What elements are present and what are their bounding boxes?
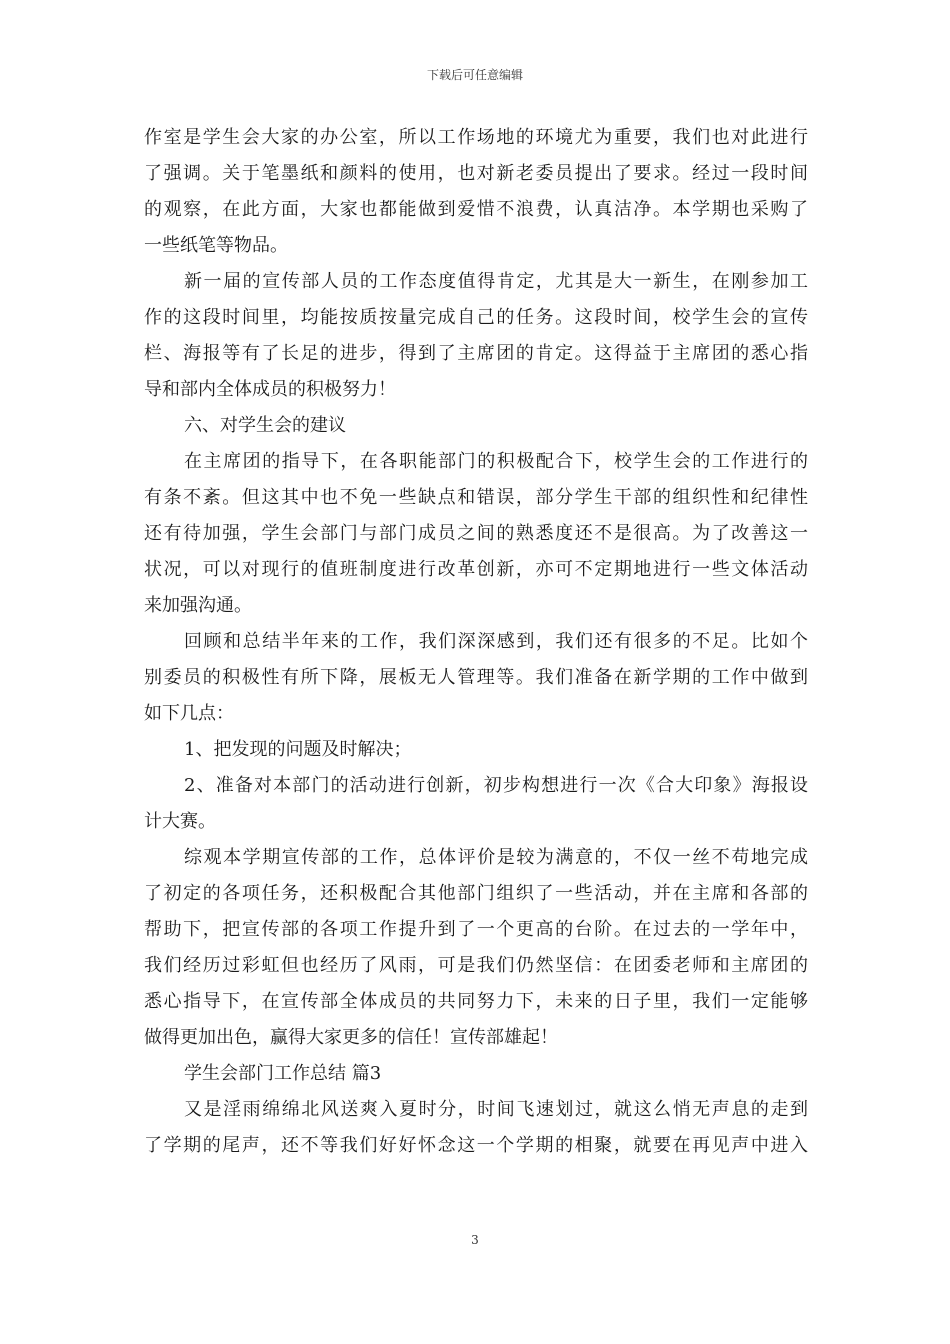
text-line: 导和部内全体成员的积极努力！ bbox=[144, 379, 396, 400]
text-line: 悉心指导下，在宣传部全体成员的共同努力下，未来的日子里，我们一定能够 bbox=[144, 991, 808, 1012]
text-line: 学生会部门工作总结 篇3 bbox=[184, 1063, 382, 1084]
text-line: 还有待加强，学生会部门与部门成员之间的熟悉度还不是很高。为了改善这一 bbox=[144, 523, 808, 544]
text-line: 状况，可以对现行的值班制度进行改革创新，亦可不定期地进行一些文体活动 bbox=[144, 559, 808, 580]
text-line: 我们经历过彩虹但也经历了风雨，可是我们仍然坚信：在团委老师和主席团的 bbox=[144, 955, 808, 976]
text-line: 作室是学生会大家的办公室，所以工作场地的环境尤为重要，我们也对此进行 bbox=[144, 127, 808, 148]
text-line: 2、准备对本部门的活动进行创新，初步构想进行一次《合大印象》海报设 bbox=[184, 775, 808, 796]
text-line: 别委员的积极性有所下降，展板无人管理等。我们准备在新学期的工作中做到 bbox=[144, 667, 808, 688]
text-line: 计大赛。 bbox=[144, 811, 216, 832]
text-line: 了强调。关于笔墨纸和颜料的使用，也对新老委员提出了要求。经过一段时间 bbox=[144, 163, 808, 184]
text-line: 了初定的各项任务，还积极配合其他部门组织了一些活动，并在主席和各部的 bbox=[144, 883, 808, 904]
text-line: 一些纸笔等物品。 bbox=[144, 235, 288, 256]
page-header: 下载后可任意编辑 bbox=[426, 68, 523, 82]
text-line: 的观察，在此方面，大家也都能做到爱惜不浪费，认真洁净。本学期也采购了 bbox=[144, 199, 808, 220]
page-number: 3 bbox=[471, 1233, 479, 1247]
text-line: 栏、海报等有了长足的进步，得到了主席团的肯定。这得益于主席团的悉心指 bbox=[144, 343, 808, 364]
text-line: 1、把发现的问题及时解决； bbox=[184, 739, 412, 760]
text-line: 新一届的宣传部人员的工作态度值得肯定，尤其是大一新生，在刚参加工 bbox=[184, 271, 808, 292]
text-line: 又是淫雨绵绵北风送爽入夏时分，时间飞速划过，就这么悄无声息的走到 bbox=[184, 1099, 808, 1120]
text-line: 综观本学期宣传部的工作，总体评价是较为满意的，不仅一丝不苟地完成 bbox=[184, 847, 808, 868]
text-line: 来加强沟通。 bbox=[144, 595, 252, 616]
text-line: 在主席团的指导下，在各职能部门的积极配合下，校学生会的工作进行的 bbox=[184, 451, 808, 472]
text-line: 了学期的尾声，还不等我们好好怀念这一个学期的相聚，就要在再见声中进入 bbox=[144, 1135, 808, 1156]
text-line: 帮助下，把宣传部的各项工作提升到了一个更高的台阶。在过去的一学年中， bbox=[144, 919, 808, 940]
text-line: 作的这段时间里，均能按质按量完成自己的任务。这段时间，校学生会的宣传 bbox=[144, 307, 808, 328]
text-line: 六、对学生会的建议 bbox=[184, 415, 346, 436]
document-body bbox=[144, 120, 808, 1164]
text-line: 如下几点： bbox=[144, 703, 234, 724]
text-line: 回顾和总结半年来的工作，我们深深感到，我们还有很多的不足。比如个 bbox=[184, 631, 808, 652]
text-line: 有条不紊。但这其中也不免一些缺点和错误，部分学生干部的组织性和纪律性 bbox=[144, 487, 808, 508]
text-line: 做得更加出色，赢得大家更多的信任！宣传部雄起！ bbox=[144, 1027, 558, 1048]
